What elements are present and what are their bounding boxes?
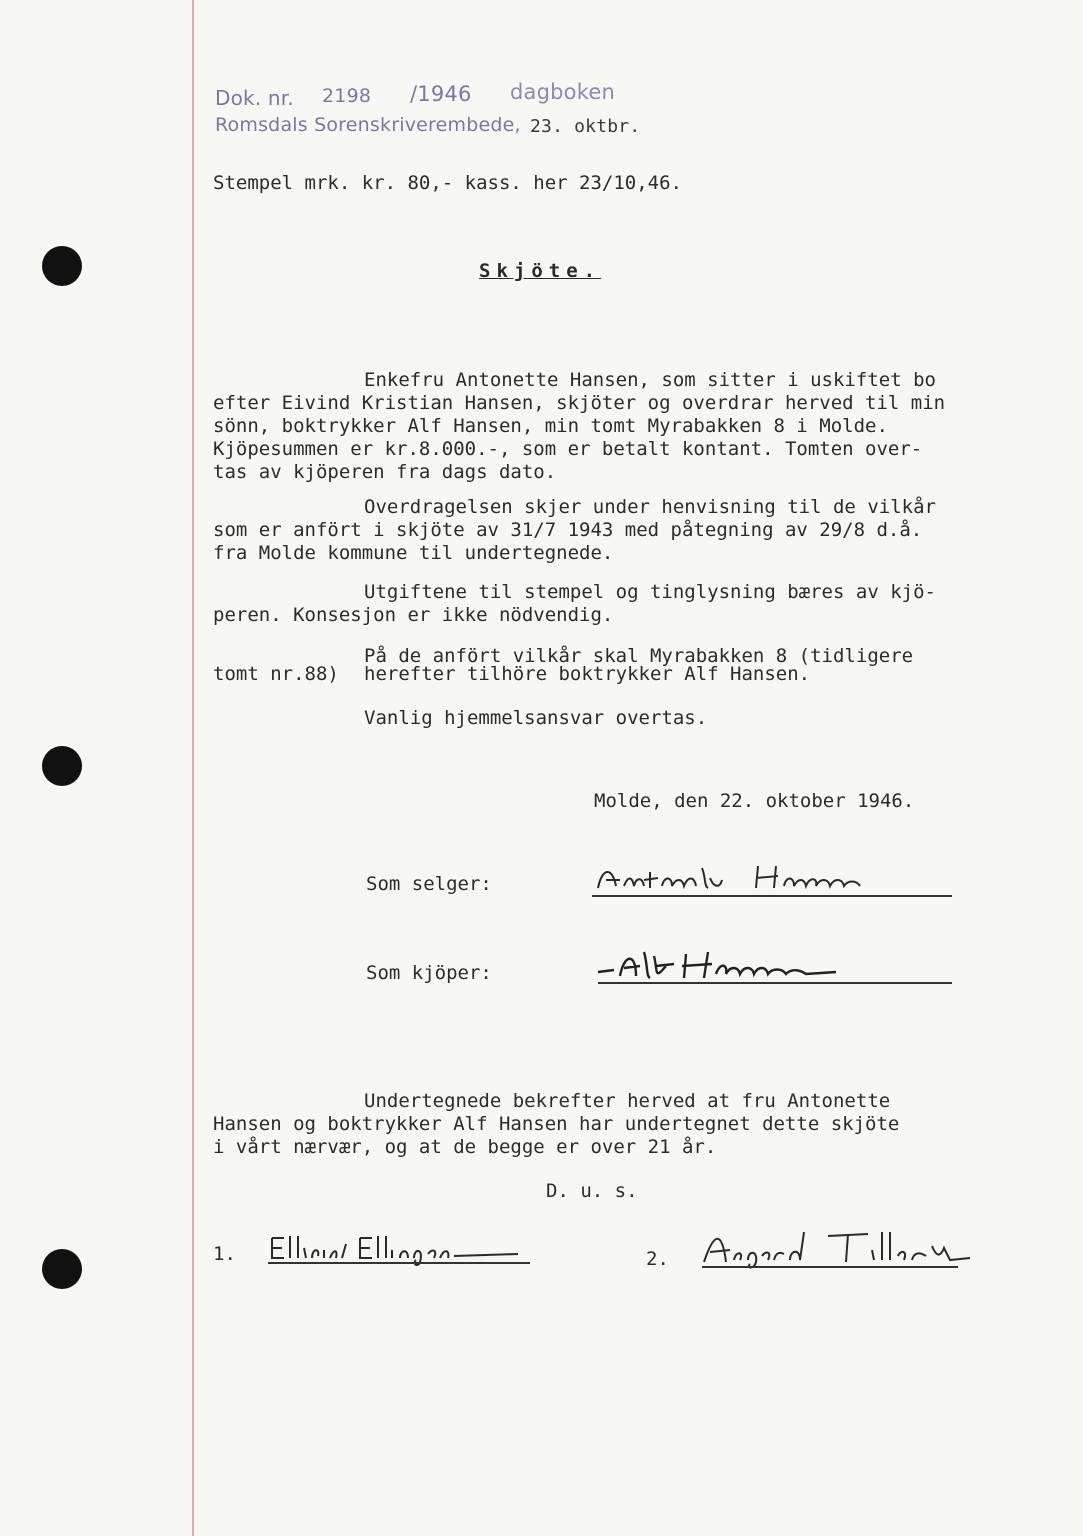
witness-line: Hansen og boktrykker Alf Hansen har undertegnet dette skjöte bbox=[213, 1113, 900, 1135]
witness-2-signature-line bbox=[702, 1266, 958, 1268]
body-line: På de anfört vilkår skal Myrabakken 8 (tidligere bbox=[364, 645, 914, 667]
body-line: fra Molde kommune til undertegnede. bbox=[213, 542, 614, 564]
place-date: Molde, den 22. oktober 1946. bbox=[594, 790, 915, 812]
punch-hole bbox=[42, 246, 82, 286]
seller-signature bbox=[590, 858, 910, 898]
stamp-office: Romsdals Sorenskriverembede, bbox=[215, 114, 521, 136]
witness-2-number: 2. bbox=[646, 1248, 669, 1270]
body-line: Overdragelsen skjer under henvisning til de vilkår bbox=[364, 496, 936, 518]
stamp-book: dagboken bbox=[510, 80, 615, 104]
document-title: Skjöte. bbox=[479, 260, 602, 282]
stamp-date: 23. oktbr. bbox=[530, 116, 641, 137]
witness-1-signature-line bbox=[268, 1262, 530, 1264]
margin-rule bbox=[192, 0, 194, 1536]
body-line: tas av kjöperen fra dags dato. bbox=[213, 461, 557, 483]
stamp-year: /1946 bbox=[410, 82, 472, 106]
body-line: Enkefru Antonette Hansen, som sitter i uskiftet bo bbox=[364, 369, 936, 391]
body-line: herefter tilhöre boktrykker Alf Hansen. bbox=[364, 663, 811, 685]
body-line: efter Eivind Kristian Hansen, skjöter og overdrar herved til min bbox=[213, 392, 946, 414]
dus-closing: D. u. s. bbox=[546, 1180, 638, 1202]
punch-hole bbox=[42, 1249, 82, 1289]
body-line: som er anfört i skjöte av 31/7 1943 med påtegning av 29/8 d.å. bbox=[213, 519, 923, 541]
body-line: sönn, boktrykker Alf Hansen, min tomt Myrabakken 8 i Molde. bbox=[213, 415, 888, 437]
buyer-label: Som kjöper: bbox=[366, 962, 492, 984]
body-line: Utgiftene til stempel og tinglysning bæres av kjö- bbox=[364, 581, 936, 603]
margin-note: tomt nr.88) bbox=[213, 663, 339, 685]
punch-hole bbox=[42, 746, 82, 786]
stempel-line: Stempel mrk. kr. 80,- kass. her 23/10,46. bbox=[213, 172, 682, 194]
buyer-signature-line bbox=[598, 982, 952, 984]
seller-label: Som selger: bbox=[366, 873, 492, 895]
stamp-dok-label: Dok. nr. bbox=[215, 86, 294, 110]
witness-1-number: 1. bbox=[213, 1243, 236, 1265]
body-line: peren. Konsesjon er ikke nödvendig. bbox=[213, 604, 614, 626]
witness-line: Undertegnede bekrefter herved at fru Antonette bbox=[364, 1090, 891, 1112]
body-line: Kjöpesummen er kr.8.000.-, som er betalt kontant. Tomten over- bbox=[213, 438, 923, 460]
witness-line: i vårt nærvær, og at de begge er over 21 år. bbox=[213, 1136, 717, 1158]
body-line: Vanlig hjemmelsansvar overtas. bbox=[364, 707, 708, 729]
stamp-dok-number: 2198 bbox=[322, 85, 372, 107]
seller-signature-line bbox=[592, 895, 952, 897]
